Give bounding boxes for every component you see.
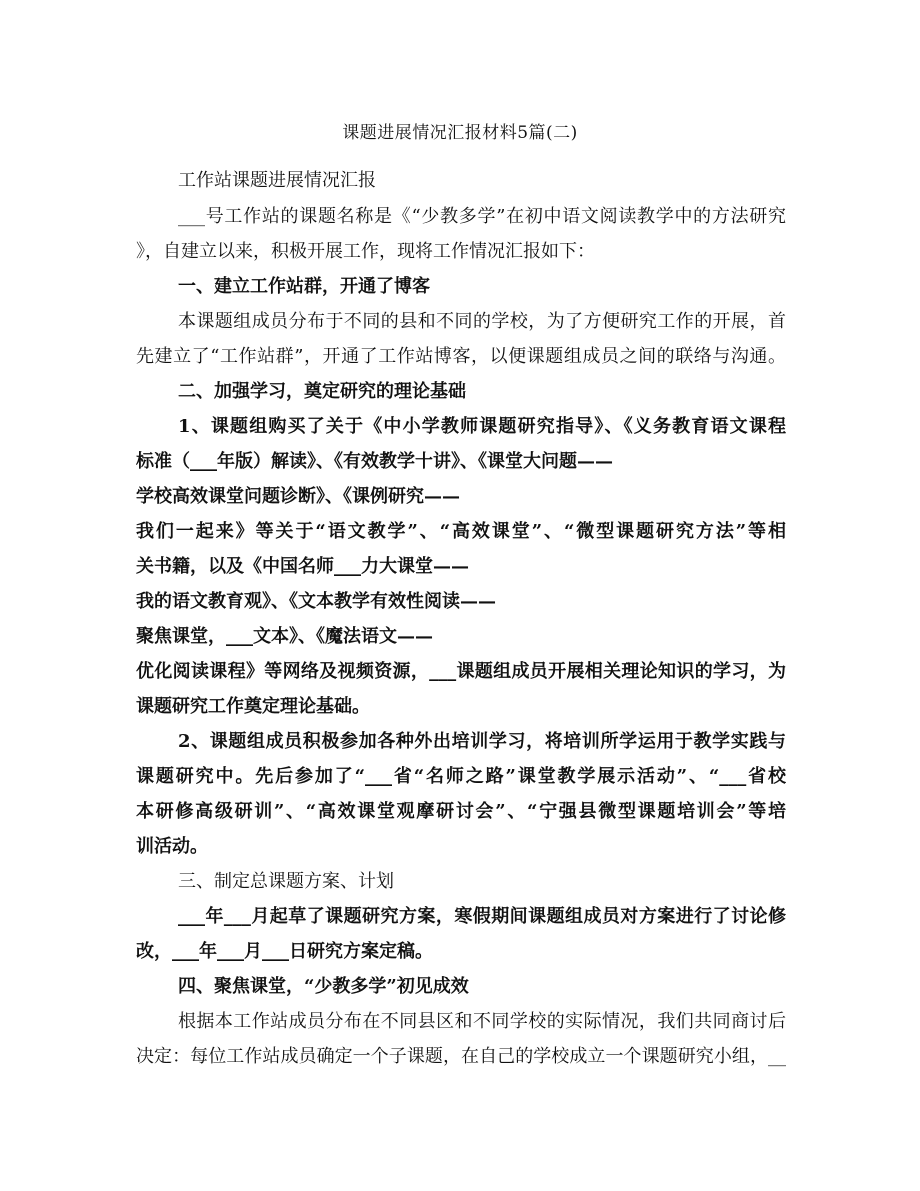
paragraph-line: 》，自建立以来，积极开展工作，现将工作情况汇报如下：	[136, 241, 595, 262]
paragraph-line: 决定：每位工作站成员确定一个子课题，在自己的学校成立一个课题研究小组，__	[136, 1046, 786, 1067]
paragraph-line: 2、课题组成员积极参加各种外出培训学习，将培训所学运用于教学实践与	[178, 731, 786, 752]
section-heading: 一、建立工作站群，开通了博客	[178, 276, 430, 297]
section-heading: 三、制定总课题方案、计划	[178, 871, 394, 892]
paragraph-line: 改，___年___月___日研究方案定稿。	[136, 941, 433, 962]
paragraph-line: 优化阅读课程》等网络及视频资源，___课题组成员开展相关理论知识的学习，为	[136, 661, 786, 682]
paragraph-line: 本研修高级研训”、“高效课堂观摩研讨会”、“宁强县微型课题培训会”等培	[136, 801, 786, 822]
paragraph-line: 我们一起来》等关于“语文教学”、“高效课堂”、“微型课题研究方法”等相	[136, 521, 786, 542]
paragraph-line: 训活动。	[136, 836, 208, 857]
paragraph-line: 课题研究中。先后参加了“___省“名师之路”课堂教学展示活动”、“___省校	[136, 766, 786, 787]
paragraph-line: 聚焦课堂，___文本》、《魔法语文——	[136, 626, 433, 647]
paragraph-line: ___年___月起草了课题研究方案，寒假期间课题组成员对方案进行了讨论修	[178, 906, 786, 927]
document-title: 课题进展情况汇报材料5篇(二)	[342, 123, 578, 143]
paragraph-line: 本课题组成员分布于不同的县和不同的学校，为了方便研究工作的开展，首	[178, 311, 786, 332]
paragraph-line: 学校高效课堂问题诊断》、《课例研究——	[136, 486, 460, 507]
subtitle-line: 工作站课题进展情况汇报	[178, 170, 376, 191]
paragraph-line: 1、课题组购买了关于《中小学教师课题研究指导》、《义务教育语文课程	[178, 416, 786, 437]
paragraph-line: 先建立了“工作站群”，开通了工作站博客，以便课题组成员之间的联络与沟通。	[136, 346, 786, 367]
paragraph-line: 标准（___年版）解读》、《有效教学十讲》、《课堂大问题——	[136, 451, 613, 472]
paragraph-line: ___号工作站的课题名称是《“少教多学”在初中语文阅读教学中的方法研究	[178, 206, 786, 227]
paragraph-line: 课题研究工作奠定理论基础。	[136, 696, 370, 717]
paragraph-line: 根据本工作站成员分布在不同县区和不同学校的实际情况，我们共同商讨后	[178, 1011, 786, 1032]
section-heading: 四、聚焦课堂，“少教多学”初见成效	[178, 976, 469, 997]
section-heading: 二、加强学习，奠定研究的理论基础	[178, 381, 466, 402]
paragraph-line: 关书籍，以及《中国名师___力大课堂——	[136, 556, 469, 577]
paragraph-line: 我的语文教育观》、《文本教学有效性阅读——	[136, 591, 496, 612]
